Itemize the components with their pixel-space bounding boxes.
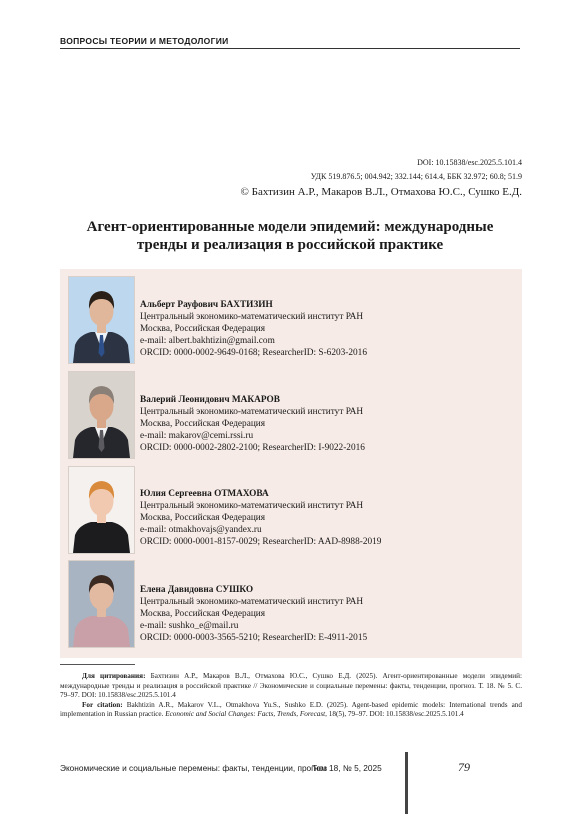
author-photo	[68, 466, 135, 554]
author-location: Москва, Российская Федерация	[140, 513, 266, 523]
citation-en-tail: , 18(5), 79–97. DOI: 10.15838/esc.2025.5.101.4	[325, 710, 464, 718]
author-photo	[68, 276, 135, 364]
author-location: Москва, Российская Федерация	[140, 609, 266, 619]
author-institution: Центральный экономико-математический институт РАН	[140, 501, 364, 511]
footer-journal: Экономические и социальные перемены: факты, тенденции, прогноз	[60, 763, 328, 773]
author-institution: Центральный экономико-математический институт РАН	[140, 597, 364, 607]
citation-en-journal: Economic and Social Changes: Facts, Trends, Forecast	[165, 710, 326, 718]
author-name: Альберт Рауфович БАХТИЗИН	[140, 300, 273, 310]
header-rule	[60, 48, 520, 49]
udk-line: УДК 519.876.5; 004.942; 332.144; 614.4, ББК 32.972; 60.8; 51.9	[310, 172, 522, 181]
author-email[interactable]: e-mail: albert.bakhtizin@gmail.com	[140, 336, 275, 346]
author-institution: Центральный экономико-математический институт РАН	[140, 407, 364, 417]
author-name: Валерий Леонидович МАКАРОВ	[140, 395, 280, 405]
author-email[interactable]: e-mail: otmakhovajs@yandex.ru	[140, 525, 262, 535]
author-ids: ORCID: 0000-0003-3565-5210; ResearcherID: E-4911-2015	[140, 633, 368, 643]
section-header: ВОПРОСЫ ТЕОРИИ И МЕТОДОЛОГИИ	[60, 36, 229, 46]
author-name: Юлия Сергеевна ОТМАХОВА	[140, 489, 269, 499]
footnote	[60, 672, 522, 720]
author-ids: ORCID: 0000-0001-8157-0029; ResearcherID: AAD-8988-2019	[140, 537, 382, 547]
citation-ru	[60, 672, 522, 701]
author-location: Москва, Российская Федерация	[140, 419, 266, 429]
article-title	[60, 218, 520, 254]
author-email[interactable]: e-mail: makarov@cemi.rssi.ru	[140, 431, 254, 441]
article-title-line-1: Агент-ориентированные модели эпидемий: международные	[86, 219, 494, 235]
author-photo	[68, 371, 135, 459]
author-ids: ORCID: 0000-0002-9649-0168; ResearcherID: S-6203-2016	[140, 348, 367, 358]
footer-bar	[405, 752, 408, 814]
author-email[interactable]: e-mail: sushko_e@mail.ru	[140, 621, 239, 631]
citation-en	[60, 701, 522, 720]
author-photo	[68, 560, 135, 648]
author-location: Москва, Российская Федерация	[140, 324, 266, 334]
author-name: Елена Давидовна СУШКО	[140, 585, 254, 595]
copyright-line: © Бахтизин А.Р., Макаров В.Л., Отмахова Ю.С., Сушко Е.Д.	[240, 186, 522, 198]
citation-en-text: Bakhtizin A.R., Makarov V.L., Otmakhova Yu.S., Sushko E.D. (2025). Agent-based epidemic models: International trends and implementation in Russian practice.	[60, 700, 522, 718]
footer-volume: Том 18, № 5, 2025	[312, 763, 382, 773]
author-ids: ORCID: 0000-0002-2802-2100; ResearcherID: I-9022-2016	[140, 443, 365, 453]
article-title-line-2: тренды и реализация в российской практике	[136, 237, 444, 253]
citation-ru-label: Для цитирования:	[82, 672, 146, 680]
doi-line: DOI: 10.15838/esc.2025.5.101.4	[417, 158, 522, 167]
page-number: 79	[458, 760, 470, 774]
authors-panel	[60, 269, 522, 658]
citation-en-label: For citation:	[82, 700, 123, 709]
citation-ru-text: Бахтизин А.Р., Макаров В.Л., Отмахова Ю.С., Сушко Е.Д. (2025). Агент-ориентированные модели эпидемий: международные тренды и реализация в российской практике // Экономические и социальные перемены: факты, тенденции, прогноз. Т. 18. № 5. С. 79–97. DOI: 10.15838/esc.2025.5.101.4	[60, 672, 522, 699]
author-institution: Центральный экономико-математический институт РАН	[140, 312, 364, 322]
footnote-rule	[60, 664, 135, 665]
